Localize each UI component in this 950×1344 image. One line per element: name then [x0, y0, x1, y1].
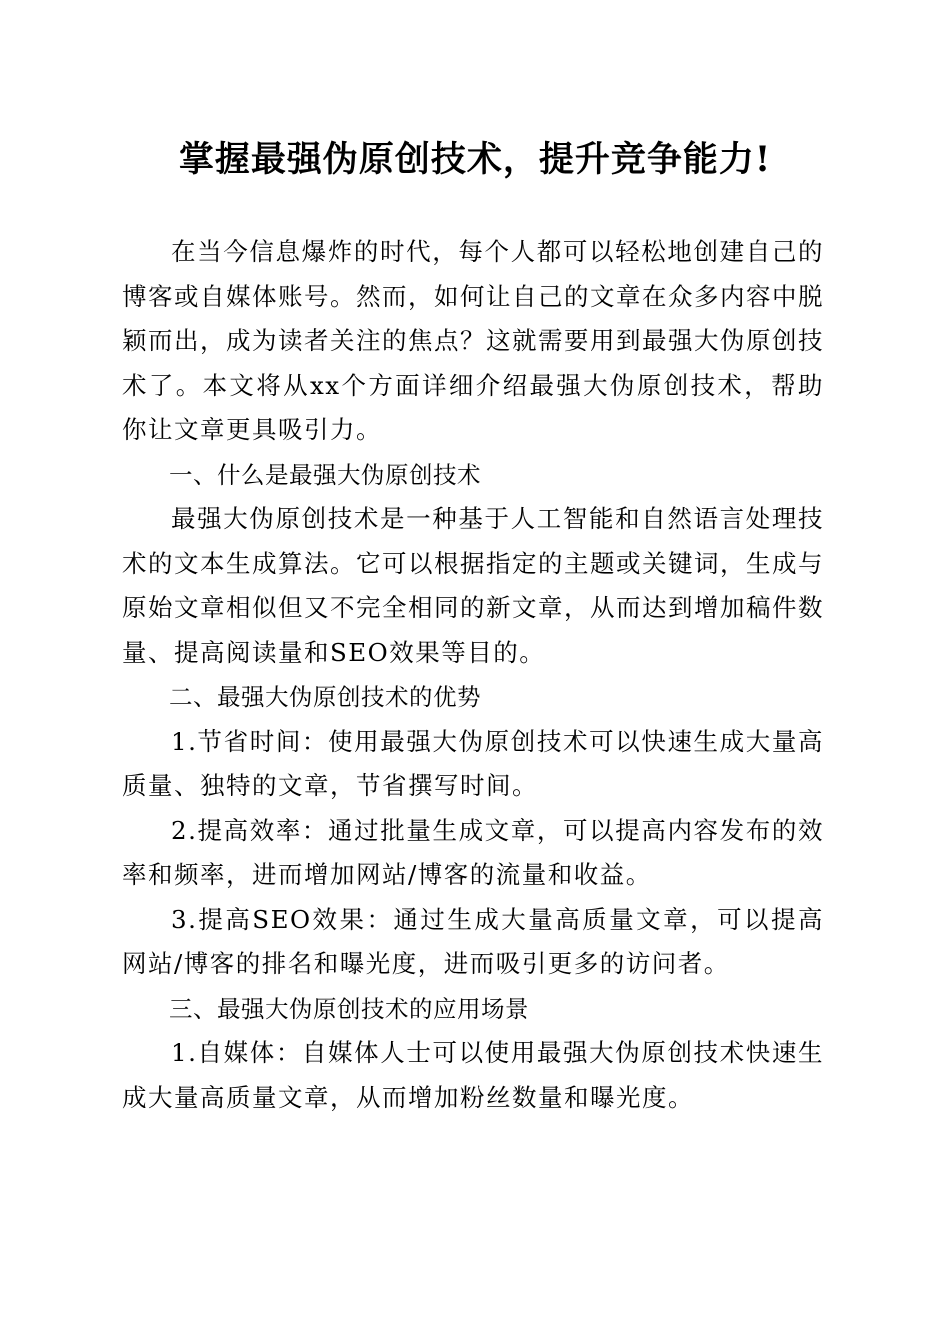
- document-body: [122, 230, 824, 1120]
- intro-paragraph: 在当今信息爆炸的时代，每个人都可以轻松地创建自己的博客或自媒体账号。然而，如何让自己的文章在众多内容中脱颖而出，成为读者关注的焦点？这就需要用到最强大伪原创技术了。本文将从xx个方面详细介绍最强大伪原创技术，帮助你让文章更具吸引力。: [122, 237, 824, 444]
- section-2-heading: 二、最强大伪原创技术的优势: [169, 683, 481, 711]
- section-2-item-1: 1.节省时间：使用最强大伪原创技术可以快速生成大量高质量、独特的文章，节省撰写时间。: [122, 726, 824, 800]
- section-2-item-2: 2.提高效率：通过批量生成文章，可以提高内容发布的效率和频率，进而增加网站/博客的流量和收益。: [122, 815, 824, 889]
- section-1-heading: 一、什么是最强大伪原创技术: [169, 460, 481, 489]
- document-title: 掌握最强伪原创技术，提升竞争能力!: [178, 139, 772, 180]
- section-3-item-1: 1.自媒体：自媒体人士可以使用最强大伪原创技术快速生成大量高质量文章，从而增加粉丝数量和曝光度。: [122, 1038, 824, 1112]
- section-1-paragraph: 最强大伪原创技术是一种基于人工智能和自然语言处理技术的文本生成算法。它可以根据指定的主题或关键词，生成与原始文章相似但又不完全相同的新文章，从而达到增加稿件数量、提高阅读量和SEO效果等目的。: [122, 504, 824, 667]
- section-2-item-3: 3.提高SEO效果：通过生成大量高质量文章，可以提高网站/博客的排名和曝光度，进而吸引更多的访问者。: [122, 904, 824, 978]
- section-3-heading: 三、最强大伪原创技术的应用场景: [169, 994, 529, 1023]
